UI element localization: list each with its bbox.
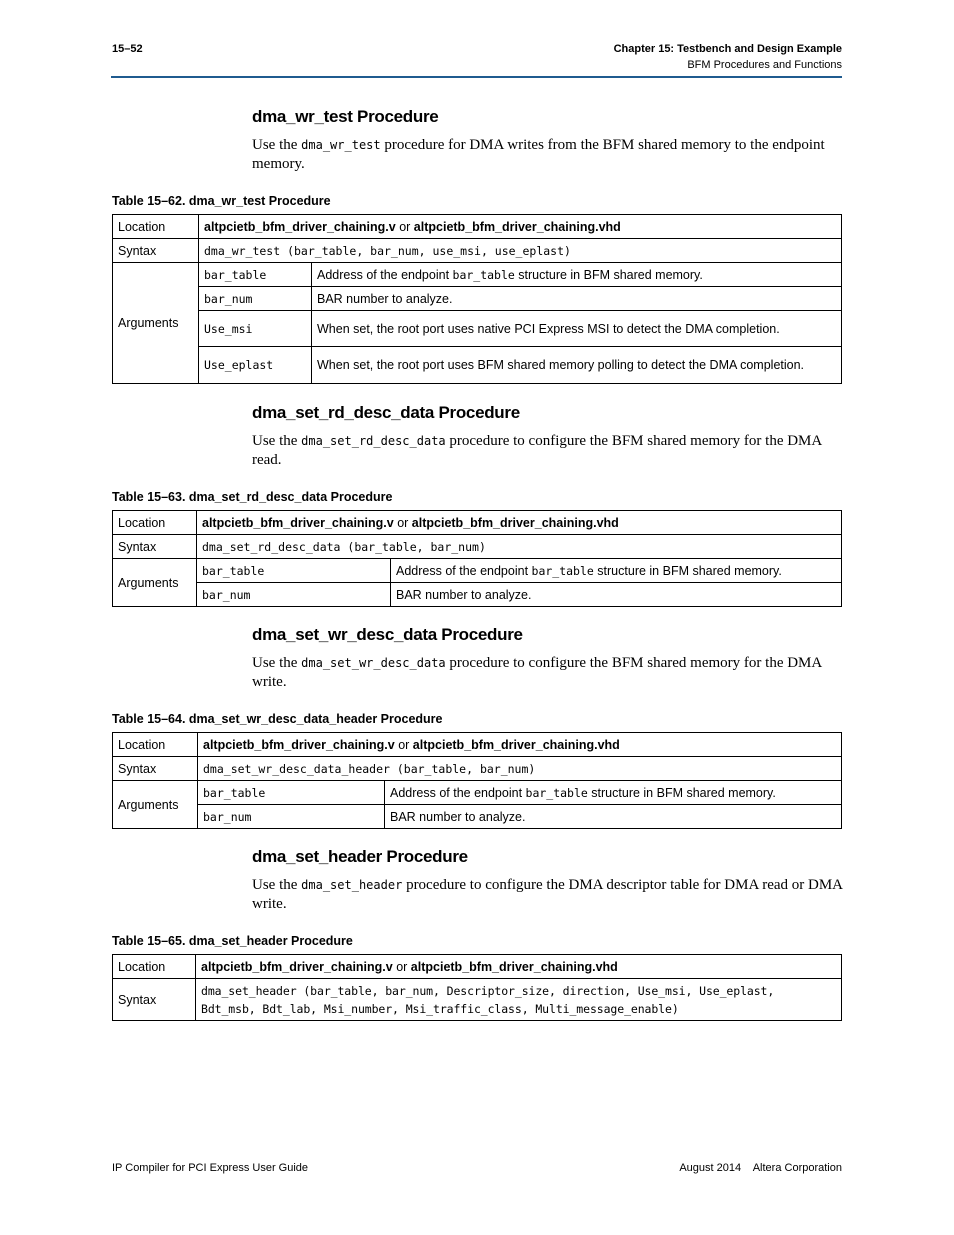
location-value: altpcietb_bfm_driver_chaining.v or altpcietb_bfm_driver_chaining.vhd xyxy=(198,733,842,757)
argument-description: When set, the root port uses BFM shared memory polling to detect the DMA completion. xyxy=(312,347,842,384)
chapter-title: Chapter 15: Testbench and Design Example xyxy=(613,43,842,55)
procedure-table xyxy=(112,214,842,384)
arguments-label: Arguments xyxy=(113,781,198,829)
argument-description: When set, the root port uses native PCI Express MSI to detect the DMA completion. xyxy=(312,311,842,347)
section-paragraph: Use the dma_set_header procedure to configure the DMA descriptor table for DMA read or DMA write. xyxy=(252,877,843,912)
table-caption: Table 15–65. dma_set_header Procedure xyxy=(112,934,353,948)
procedure-table xyxy=(112,510,842,607)
section-heading: dma_set_header Procedure xyxy=(252,847,468,866)
arguments-label: Arguments xyxy=(113,263,199,384)
section-paragraph: Use the dma_set_rd_desc_data procedure to configure the BFM shared memory for the DMA read. xyxy=(252,433,822,468)
inline-code: dma_set_wr_desc_data xyxy=(301,656,446,670)
section-heading: dma_wr_test Procedure xyxy=(252,107,439,126)
argument-description: BAR number to analyze. xyxy=(312,287,842,311)
syntax-value: dma_set_rd_desc_data (bar_table, bar_num) xyxy=(197,535,842,559)
argument-description: Address of the endpoint bar_table structure in BFM shared memory. xyxy=(391,559,842,583)
argument-name: bar_table xyxy=(199,263,312,287)
location-value: altpcietb_bfm_driver_chaining.v or altpcietb_bfm_driver_chaining.vhd xyxy=(196,955,842,979)
location-label: Location xyxy=(113,955,196,979)
section-title: BFM Procedures and Functions xyxy=(687,59,842,71)
section-heading: dma_set_rd_desc_data Procedure xyxy=(252,403,520,422)
argument-name: Use_msi xyxy=(199,311,312,347)
argument-name: Use_eplast xyxy=(199,347,312,384)
syntax-label: Syntax xyxy=(113,239,199,263)
syntax-value: dma_set_wr_desc_data_header (bar_table, bar_num) xyxy=(198,757,842,781)
table-caption: Table 15–62. dma_wr_test Procedure xyxy=(112,194,331,208)
argument-description: BAR number to analyze. xyxy=(391,583,842,607)
location-value: altpcietb_bfm_driver_chaining.v or altpcietb_bfm_driver_chaining.vhd xyxy=(197,511,842,535)
argument-description: BAR number to analyze. xyxy=(385,805,842,829)
argument-description: Address of the endpoint bar_table structure in BFM shared memory. xyxy=(385,781,842,805)
table-caption: Table 15–64. dma_set_wr_desc_data_header Procedure xyxy=(112,712,443,726)
procedure-table xyxy=(112,732,842,829)
argument-description: Address of the endpoint bar_table structure in BFM shared memory. xyxy=(312,263,842,287)
section-paragraph: Use the dma_wr_test procedure for DMA writes from the BFM shared memory to the endpoint memory. xyxy=(252,137,825,172)
section-heading: dma_set_wr_desc_data Procedure xyxy=(252,625,523,644)
arguments-label: Arguments xyxy=(113,559,197,607)
location-label: Location xyxy=(113,511,197,535)
inline-code: dma_wr_test xyxy=(301,138,381,152)
procedure-table xyxy=(112,954,842,1021)
table-caption: Table 15–63. dma_set_rd_desc_data Procedure xyxy=(112,490,393,504)
footer-document-title: IP Compiler for PCI Express User Guide xyxy=(112,1162,309,1174)
header-rule xyxy=(111,76,842,78)
argument-name: bar_num xyxy=(199,287,312,311)
section-paragraph: Use the dma_set_wr_desc_data procedure to configure the BFM shared memory for the DMA write. xyxy=(252,655,822,690)
argument-name: bar_num xyxy=(198,805,385,829)
location-label: Location xyxy=(113,733,198,757)
argument-name: bar_table xyxy=(198,781,385,805)
syntax-label: Syntax xyxy=(113,979,196,1021)
argument-name: bar_num xyxy=(197,583,391,607)
footer-date-company: August 2014 Altera Corporation xyxy=(679,1162,842,1174)
syntax-label: Syntax xyxy=(113,535,197,559)
inline-code: dma_set_header xyxy=(301,878,403,892)
syntax-label: Syntax xyxy=(113,757,198,781)
page-number: 15–52 xyxy=(112,43,143,55)
argument-name: bar_table xyxy=(197,559,391,583)
syntax-value: dma_wr_test (bar_table, bar_num, use_msi, use_eplast) xyxy=(199,239,842,263)
location-label: Location xyxy=(113,215,199,239)
syntax-value: dma_set_header (bar_table, bar_num, Descriptor_size, direction, Use_msi, Use_eplast, Bdt_msb, Bdt_lab, Msi_number, Msi_traffic_class, Multi_message_enable) xyxy=(196,979,842,1021)
location-value: altpcietb_bfm_driver_chaining.v or altpcietb_bfm_driver_chaining.vhd xyxy=(199,215,842,239)
inline-code: dma_set_rd_desc_data xyxy=(301,434,446,448)
